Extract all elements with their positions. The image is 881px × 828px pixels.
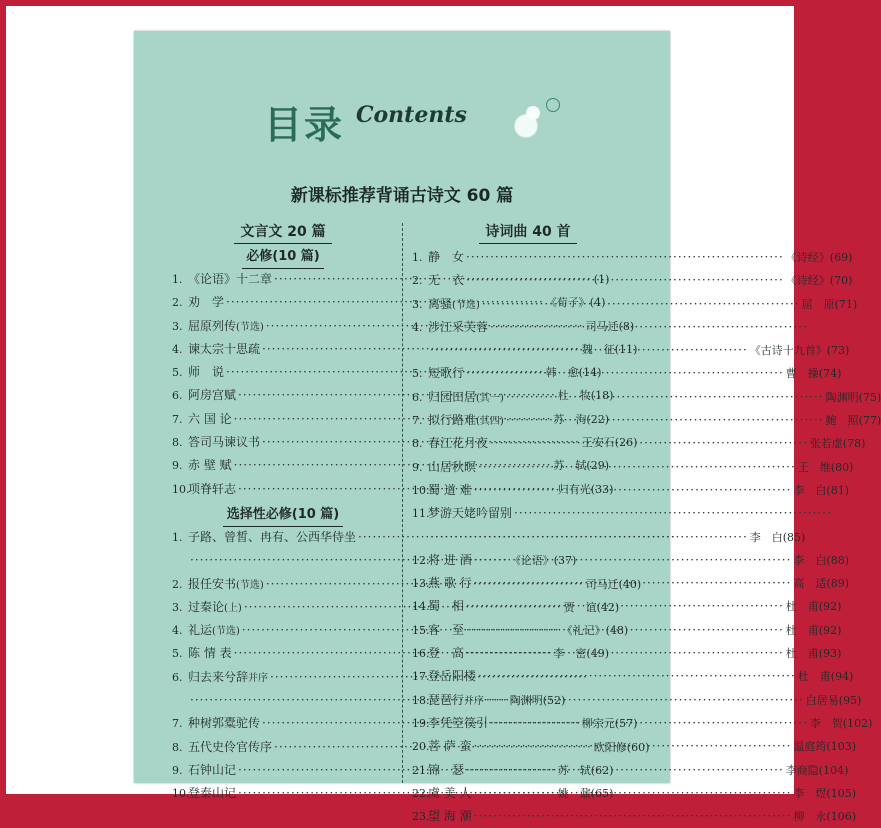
entry-title: 燕 歌 行 — [428, 576, 472, 591]
entry-note: (上) — [224, 602, 242, 614]
entry-number: 19. — [412, 716, 430, 730]
entry-page: (89) — [826, 577, 849, 591]
toc-entry[interactable] — [412, 502, 644, 525]
entry-author: 李 白 — [793, 483, 827, 497]
toc-entry[interactable] — [412, 665, 854, 688]
leader-dots — [478, 665, 796, 688]
entry-number: 12. — [412, 553, 430, 567]
toc-entry[interactable] — [412, 293, 858, 316]
entry-page: (18) — [590, 389, 614, 403]
entry-number: 14. — [412, 600, 430, 614]
entry-author: 苏 洵 — [553, 412, 587, 426]
entry-author: 温庭筠 — [793, 740, 827, 754]
leader-dots — [474, 549, 792, 572]
entry-note: (节选) — [212, 626, 240, 638]
entry-title: 登岳阳楼 — [428, 669, 477, 684]
entry-note: 并序 — [248, 672, 269, 684]
entry-title: 锦 瑟 — [428, 762, 465, 777]
entry-number: 18. — [412, 693, 430, 707]
entry-title: 琵琶行 — [428, 692, 465, 707]
toc-entry[interactable] — [412, 386, 881, 409]
leader-dots — [478, 456, 796, 479]
section-heading — [172, 504, 394, 526]
entry-number: 5. — [172, 366, 183, 380]
column-heading-text: 文言文 20 篇 — [234, 221, 331, 244]
toc-entry[interactable] — [412, 549, 849, 572]
entry-author: 李 煜 — [793, 786, 827, 800]
entry-page: (33) — [590, 482, 614, 496]
toc-entry[interactable] — [412, 642, 842, 665]
leader-dots — [474, 782, 792, 805]
entry-number: 7. — [412, 414, 423, 428]
entry-title: 陈 情 表 — [188, 646, 232, 661]
entry-page: (102) — [842, 716, 873, 730]
entry-page: (74) — [818, 367, 842, 381]
entry-title: 离骚 — [428, 296, 453, 311]
entry-number: 1. — [172, 273, 183, 286]
entry-page: (106) — [826, 810, 856, 824]
entry-page: (26) — [614, 436, 638, 450]
toc-entry[interactable] — [412, 735, 856, 758]
entry-author: 苏 轼 — [557, 763, 591, 777]
toc-entry[interactable] — [172, 666, 394, 689]
entry-page: (42) — [596, 600, 620, 614]
entry-author: 杜 甫 — [785, 600, 819, 614]
entry-title: 无 衣 — [428, 273, 465, 288]
entry-number: 20. — [412, 740, 430, 754]
entry-number: 6. — [172, 389, 183, 403]
entry-title: 虞 美 人 — [428, 785, 472, 800]
entry-author: 柳宗元 — [581, 717, 615, 731]
leader-dots — [482, 293, 800, 316]
entry-page: (48) — [605, 624, 629, 638]
entry-number: 8. — [172, 740, 183, 754]
toc-entry[interactable] — [412, 595, 842, 618]
entry-note: (其四) — [476, 416, 504, 428]
entry-title: 将 进 酒 — [428, 552, 472, 567]
entry-title: 礼运 — [188, 623, 213, 638]
entry-author: 鲍 照 — [825, 414, 859, 428]
entry-page: (105) — [826, 786, 856, 800]
entry-title: 答司马谏议书 — [188, 435, 261, 450]
entry-number: 11. — [412, 507, 430, 521]
leader-dots — [486, 689, 804, 712]
entry-title: 报任安书 — [188, 576, 237, 591]
entry-author: 韩 愈 — [545, 366, 579, 380]
entry-title: 五代史伶官传序 — [188, 739, 273, 754]
entry-title: 归园田居 — [428, 389, 477, 404]
entry-page: (14) — [578, 366, 602, 380]
photo-frame — [6, 6, 881, 824]
toc-entry[interactable] — [412, 409, 881, 432]
entry-number: 5. — [172, 647, 183, 661]
entry-page: (1) — [593, 273, 610, 286]
toc-entry[interactable] — [412, 269, 853, 292]
entry-title: 蜀 道 难 — [428, 482, 472, 497]
entry-title: 望 海 潮 — [428, 809, 472, 824]
section-heading-text: 必修(10 篇) — [242, 246, 324, 269]
entry-title: 劝 学 — [188, 295, 225, 310]
entry-page: (73) — [826, 344, 850, 358]
entry-page: (92) — [818, 600, 842, 614]
entry-title: 春江花月夜 — [428, 436, 489, 451]
entry-author: 李 贺 — [809, 716, 843, 730]
entry-author: 欧阳修 — [593, 740, 627, 754]
entry-title: 师 说 — [188, 365, 225, 380]
entry-author: 曹 操 — [785, 367, 819, 381]
toc-entry[interactable] — [412, 619, 842, 642]
entry-title: 客 至 — [428, 622, 465, 637]
leader-dots — [466, 269, 784, 292]
toc-entry[interactable] — [412, 432, 866, 455]
entry-author: 李商隐 — [785, 763, 819, 777]
entry-page: (65) — [590, 787, 614, 801]
toc-entry[interactable] — [412, 316, 644, 339]
entry-author: 杜 甫 — [785, 647, 819, 661]
toc-entry[interactable] — [412, 456, 854, 479]
entry-number: 8. — [412, 437, 423, 451]
toc-entry-continuation[interactable] — [412, 526, 806, 549]
entry-author: 屈 原 — [801, 297, 835, 311]
entry-note: (节选) — [452, 299, 480, 311]
entry-page: (88) — [826, 553, 849, 567]
entry-page: (95) — [838, 693, 862, 707]
leader-dots — [466, 619, 784, 642]
toc-entry[interactable] — [172, 338, 638, 361]
right-column-body — [412, 243, 881, 828]
entry-page: (22) — [586, 412, 609, 426]
entry-number: 4. — [172, 624, 183, 638]
toc-entry[interactable] — [412, 805, 856, 828]
entry-author: 《论语》 — [509, 554, 554, 568]
entry-number: 6. — [412, 390, 423, 404]
entry-author: 陶渊明 — [825, 390, 859, 404]
entry-author: 李 白 — [749, 530, 783, 544]
entry-title: 归去来兮辞 — [188, 669, 249, 684]
leader-dots — [466, 595, 784, 618]
entry-title: 项脊轩志 — [188, 481, 237, 496]
entry-title: 阿房宫赋 — [188, 388, 237, 403]
entry-page: (62) — [590, 763, 614, 777]
entry-author: 《诗经》 — [785, 251, 830, 264]
entry-author: 贾 谊 — [563, 600, 597, 614]
entry-number: 7. — [172, 412, 183, 426]
entry-note: 并序 — [464, 695, 485, 707]
entry-page: (4) — [589, 296, 606, 310]
entry-page: (57) — [614, 717, 638, 731]
entry-number: 1. — [412, 251, 423, 264]
entry-title: 赤 壁 赋 — [188, 458, 232, 473]
entry-author: 《古诗十九首》 — [749, 344, 827, 358]
entry-page: (94) — [830, 670, 854, 684]
entry-author: 陶渊明 — [509, 694, 543, 708]
entry-author: 杜 甫 — [797, 670, 831, 684]
toc-entry[interactable] — [172, 526, 394, 549]
section-heading-text: 选择性必修(10 篇) — [223, 504, 344, 527]
entry-number: 2. — [172, 296, 183, 310]
leader-dots — [466, 642, 784, 665]
column-heading-text: 诗词曲 40 首 — [479, 221, 576, 244]
entry-author: 王 维 — [797, 460, 831, 474]
entry-author: 司马迁 — [585, 319, 619, 333]
toc-entry[interactable] — [412, 362, 842, 385]
toc-entry[interactable] — [412, 572, 849, 595]
entry-page: (80) — [830, 460, 854, 474]
leader-dots — [490, 316, 808, 339]
leader-dots — [430, 339, 748, 362]
entry-page: (104) — [818, 763, 849, 777]
entry-title: 种树郭橐驼传 — [188, 716, 261, 731]
entry-page: (70) — [829, 274, 853, 288]
entry-title: 六 国 论 — [188, 411, 232, 426]
entry-number: 5. — [412, 367, 423, 381]
toc-entry[interactable] — [412, 712, 873, 735]
toc-entry[interactable] — [412, 759, 849, 782]
entry-page: (75) — [858, 390, 881, 404]
entry-note: (节选) — [236, 321, 264, 333]
entry-title: 李凭箜篌引 — [428, 715, 489, 730]
toc-title-english: Contents — [356, 102, 467, 128]
entry-author: 司马迁 — [585, 577, 619, 591]
toc-page — [134, 31, 881, 824]
entry-title: 拟行路难 — [428, 413, 477, 428]
leader-dots — [514, 502, 832, 525]
entry-author: 姚 鼐 — [557, 787, 591, 801]
entry-author: 《荀子》 — [545, 296, 590, 310]
entry-number: 3. — [172, 319, 183, 333]
entry-page: (8) — [618, 319, 635, 333]
entry-number: 9. — [172, 459, 183, 473]
entry-title: 登泰山记 — [188, 786, 237, 801]
entry-number: 4. — [172, 342, 183, 356]
entry-number: 13. — [412, 577, 430, 591]
leader-dots — [506, 386, 824, 409]
entry-author: 《诗经》 — [785, 274, 830, 288]
entry-page: (78) — [842, 437, 866, 451]
entry-number: 7. — [172, 717, 183, 731]
entry-title: 菩 萨 蛮 — [428, 739, 472, 754]
entry-author: 《礼记》 — [561, 624, 606, 638]
entry-number: 8. — [172, 436, 183, 450]
entry-title: 石钟山记 — [188, 762, 237, 777]
entry-page: (103) — [826, 740, 856, 754]
entry-title: 短歌行 — [428, 366, 465, 381]
entry-number: 21. — [412, 763, 430, 777]
entry-author: 苏 轼 — [553, 459, 587, 473]
entry-number: 1. — [172, 530, 183, 544]
entry-title: 过秦论 — [188, 599, 225, 614]
entry-page: (77) — [858, 414, 881, 428]
leader-dots — [490, 432, 808, 455]
toc-entry[interactable] — [412, 689, 862, 712]
entry-number: 3. — [412, 297, 423, 311]
page-header — [264, 94, 604, 164]
entry-number: 6. — [172, 670, 183, 684]
column-heading — [412, 221, 644, 243]
entry-title: 登 高 — [428, 646, 465, 661]
entry-page: (71) — [834, 297, 858, 311]
entry-author: 魏 征 — [581, 342, 615, 356]
entry-title: 蜀 相 — [428, 599, 465, 614]
entry-number: 17. — [412, 670, 430, 684]
entry-number: 2. — [172, 577, 183, 591]
entry-author: 张若虚 — [809, 437, 843, 451]
entry-title: 涉江采芙蓉 — [428, 319, 489, 334]
entry-title: 梦游天姥吟留别 — [428, 506, 513, 521]
entry-author: 白居易 — [805, 693, 839, 707]
entry-author: 杜 甫 — [785, 623, 819, 637]
entry-page: (29) — [586, 459, 609, 473]
toc-entry-continuation[interactable] — [412, 339, 850, 362]
entry-page: (49) — [586, 647, 609, 661]
entry-author: 李 密 — [553, 647, 587, 661]
entry-number: 10. — [172, 787, 190, 801]
entry-number: 4. — [412, 320, 423, 334]
leader-dots — [474, 479, 792, 502]
entry-note: (节选) — [236, 579, 264, 591]
entry-author: 王安石 — [581, 436, 615, 450]
entry-author: 杜 牧 — [557, 389, 591, 403]
entry-number: 9. — [412, 460, 423, 474]
entry-page: (37) — [553, 554, 577, 568]
leader-dots — [430, 526, 748, 549]
entry-page: (52) — [542, 694, 566, 708]
toc-title: 目录 — [264, 103, 345, 147]
page-subtitle: 新课标推荐背诵古诗文 60 篇 — [290, 186, 514, 206]
decorative-circle — [526, 106, 540, 120]
entry-note: (其一) — [476, 392, 504, 404]
entry-page: (81) — [826, 483, 849, 497]
entry-author: 李 白 — [793, 553, 827, 567]
entry-number: 10. — [412, 483, 430, 497]
entry-author: 柳 永 — [793, 810, 827, 824]
leader-dots — [474, 735, 792, 758]
leader-dots — [490, 712, 808, 735]
toc-entry[interactable] — [412, 782, 856, 805]
right-column — [412, 221, 881, 828]
leader-dots — [466, 246, 784, 269]
leader-dots — [474, 805, 792, 828]
entry-page: (92) — [818, 623, 842, 637]
entry-title: 谏太宗十思疏 — [188, 341, 261, 356]
entry-title: 屈原列传 — [188, 318, 237, 333]
leader-dots — [466, 362, 784, 385]
entry-title: 山居秋暝 — [428, 459, 477, 474]
entry-title: 子路、曾皙、冉有、公西华侍坐 — [188, 529, 357, 544]
entry-number: 10. — [172, 482, 190, 496]
entry-number: 9. — [172, 763, 183, 777]
entry-page: (40) — [618, 577, 642, 591]
entry-number: 3. — [172, 600, 183, 614]
entry-title: 静 女 — [428, 250, 465, 264]
entry-page: (93) — [818, 647, 842, 661]
entry-author: 高 适 — [793, 577, 827, 591]
leader-dots — [506, 409, 824, 432]
leader-dots — [474, 572, 792, 595]
entry-number: 2. — [412, 274, 423, 288]
entry-number: 16. — [412, 647, 430, 661]
section-heading — [172, 246, 394, 268]
leader-dots — [466, 759, 784, 782]
toc-entry[interactable] — [412, 246, 853, 269]
decorative-ring — [546, 98, 560, 112]
entry-title: 《论语》十二章 — [188, 272, 273, 286]
entry-author: 归有光 — [557, 482, 591, 496]
entry-page: (85) — [782, 530, 806, 544]
entry-number: 15. — [412, 623, 430, 637]
entry-number: 23. — [412, 810, 430, 824]
toc-entry[interactable] — [412, 479, 849, 502]
entry-number: 22. — [412, 786, 430, 800]
entry-page: (60) — [626, 740, 650, 754]
entry-page: (11) — [614, 342, 638, 356]
column-heading — [172, 221, 394, 243]
entry-page: (69) — [829, 251, 853, 264]
